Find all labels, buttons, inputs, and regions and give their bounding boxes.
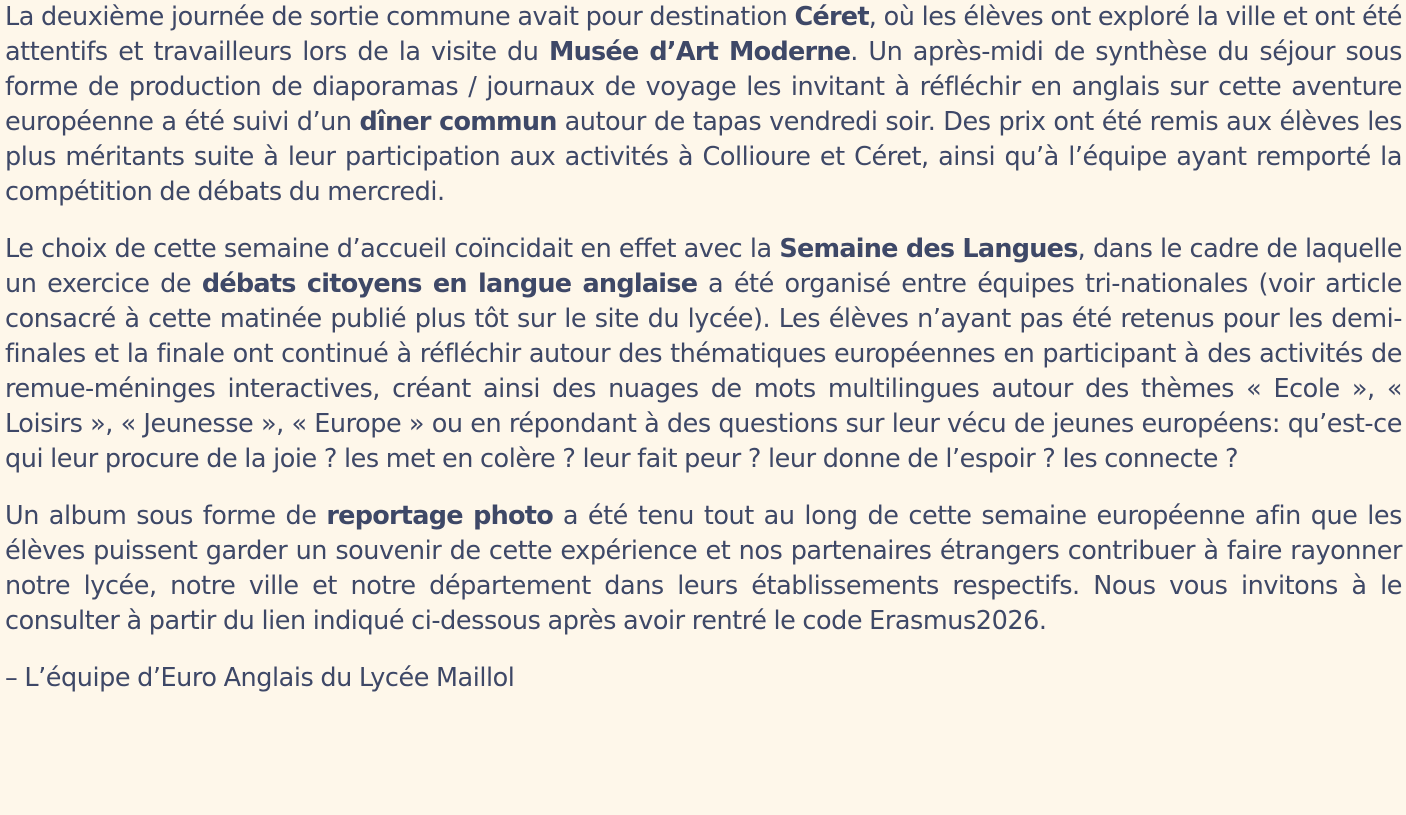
paragraph-ceret-visit <box>5 0 1402 210</box>
paragraph-semaine-des-langues <box>5 232 1402 477</box>
text-segment: , dans le cadre de laquelle un exercice de <box>5 234 1402 299</box>
text-segment: Un album sous forme de <box>5 501 327 531</box>
bold-ceret: Céret <box>794 2 869 32</box>
bold-musee-art-moderne: Musée d’Art Moderne <box>548 37 851 67</box>
paragraph-photo-album <box>5 499 1402 639</box>
bold-diner-commun: dîner commun <box>359 107 557 137</box>
bold-debats-citoyens: débats citoyens en langue anglaise <box>201 269 698 299</box>
text-segment: autour de tapas vendredi soir. Des prix ont été remis aux élèves les plus méritants suite à leur participation aux activités à Collioure et Céret, ainsi qu’à l’équipe ayant remporté la compétition de débats du mercredi. <box>5 107 1402 207</box>
text-segment: , où les élèves ont exploré la ville et ont été attentifs et travailleurs lors de la visite du <box>5 2 1402 67</box>
text-segment: a été organisé entre équipes tri-nationales (voir article consacré à cette matinée publié plus tôt sur le site du lycée). Les élèves n’ayant pas été retenus pour les demi-finales et la finale ont continué à réfléchir autour des thématiques européennes en participant à des activités de remue-méninges interactives, créant ainsi des nuages de mots multilingues autour des thèmes « Ecole », « Loisirs », « Jeunesse », « Europe » ou en répondant à des questions sur leur vécu de jeunes européens: qu’est-ce qui leur procure de la joie ? les met en colère ? leur fait peur ? leur donne de l’espoir ? les connecte ? <box>5 269 1402 474</box>
text-segment: . Un après-midi de synthèse du séjour sous forme de production de diaporamas / journaux de voyage les invitant à réfléchir en anglais sur cette aventure européenne a été suivi d’un <box>5 37 1403 137</box>
text-segment: Le choix de cette semaine d’accueil coïncidait en effet avec la <box>5 234 780 264</box>
text-segment: La deuxième journée de sortie commune avait pour destination <box>5 2 795 32</box>
bold-reportage-photo: reportage photo <box>326 501 553 531</box>
signature: – L’équipe d’Euro Anglais du Lycée Maillol <box>5 663 515 693</box>
text-segment: a été tenu tout au long de cette semaine européenne afin que les élèves puissent garder un souvenir de cette expérience et nos partenaires étrangers contribuer à faire rayonner notre lycée, notre ville et notre département dans leurs établissements respectifs. Nous vous invitons à le consulter à partir du lien indiqué ci-dessous après avoir rentré le code Erasmus2026. <box>5 501 1402 636</box>
bold-semaine-des-langues: Semaine des Langues <box>779 234 1078 264</box>
